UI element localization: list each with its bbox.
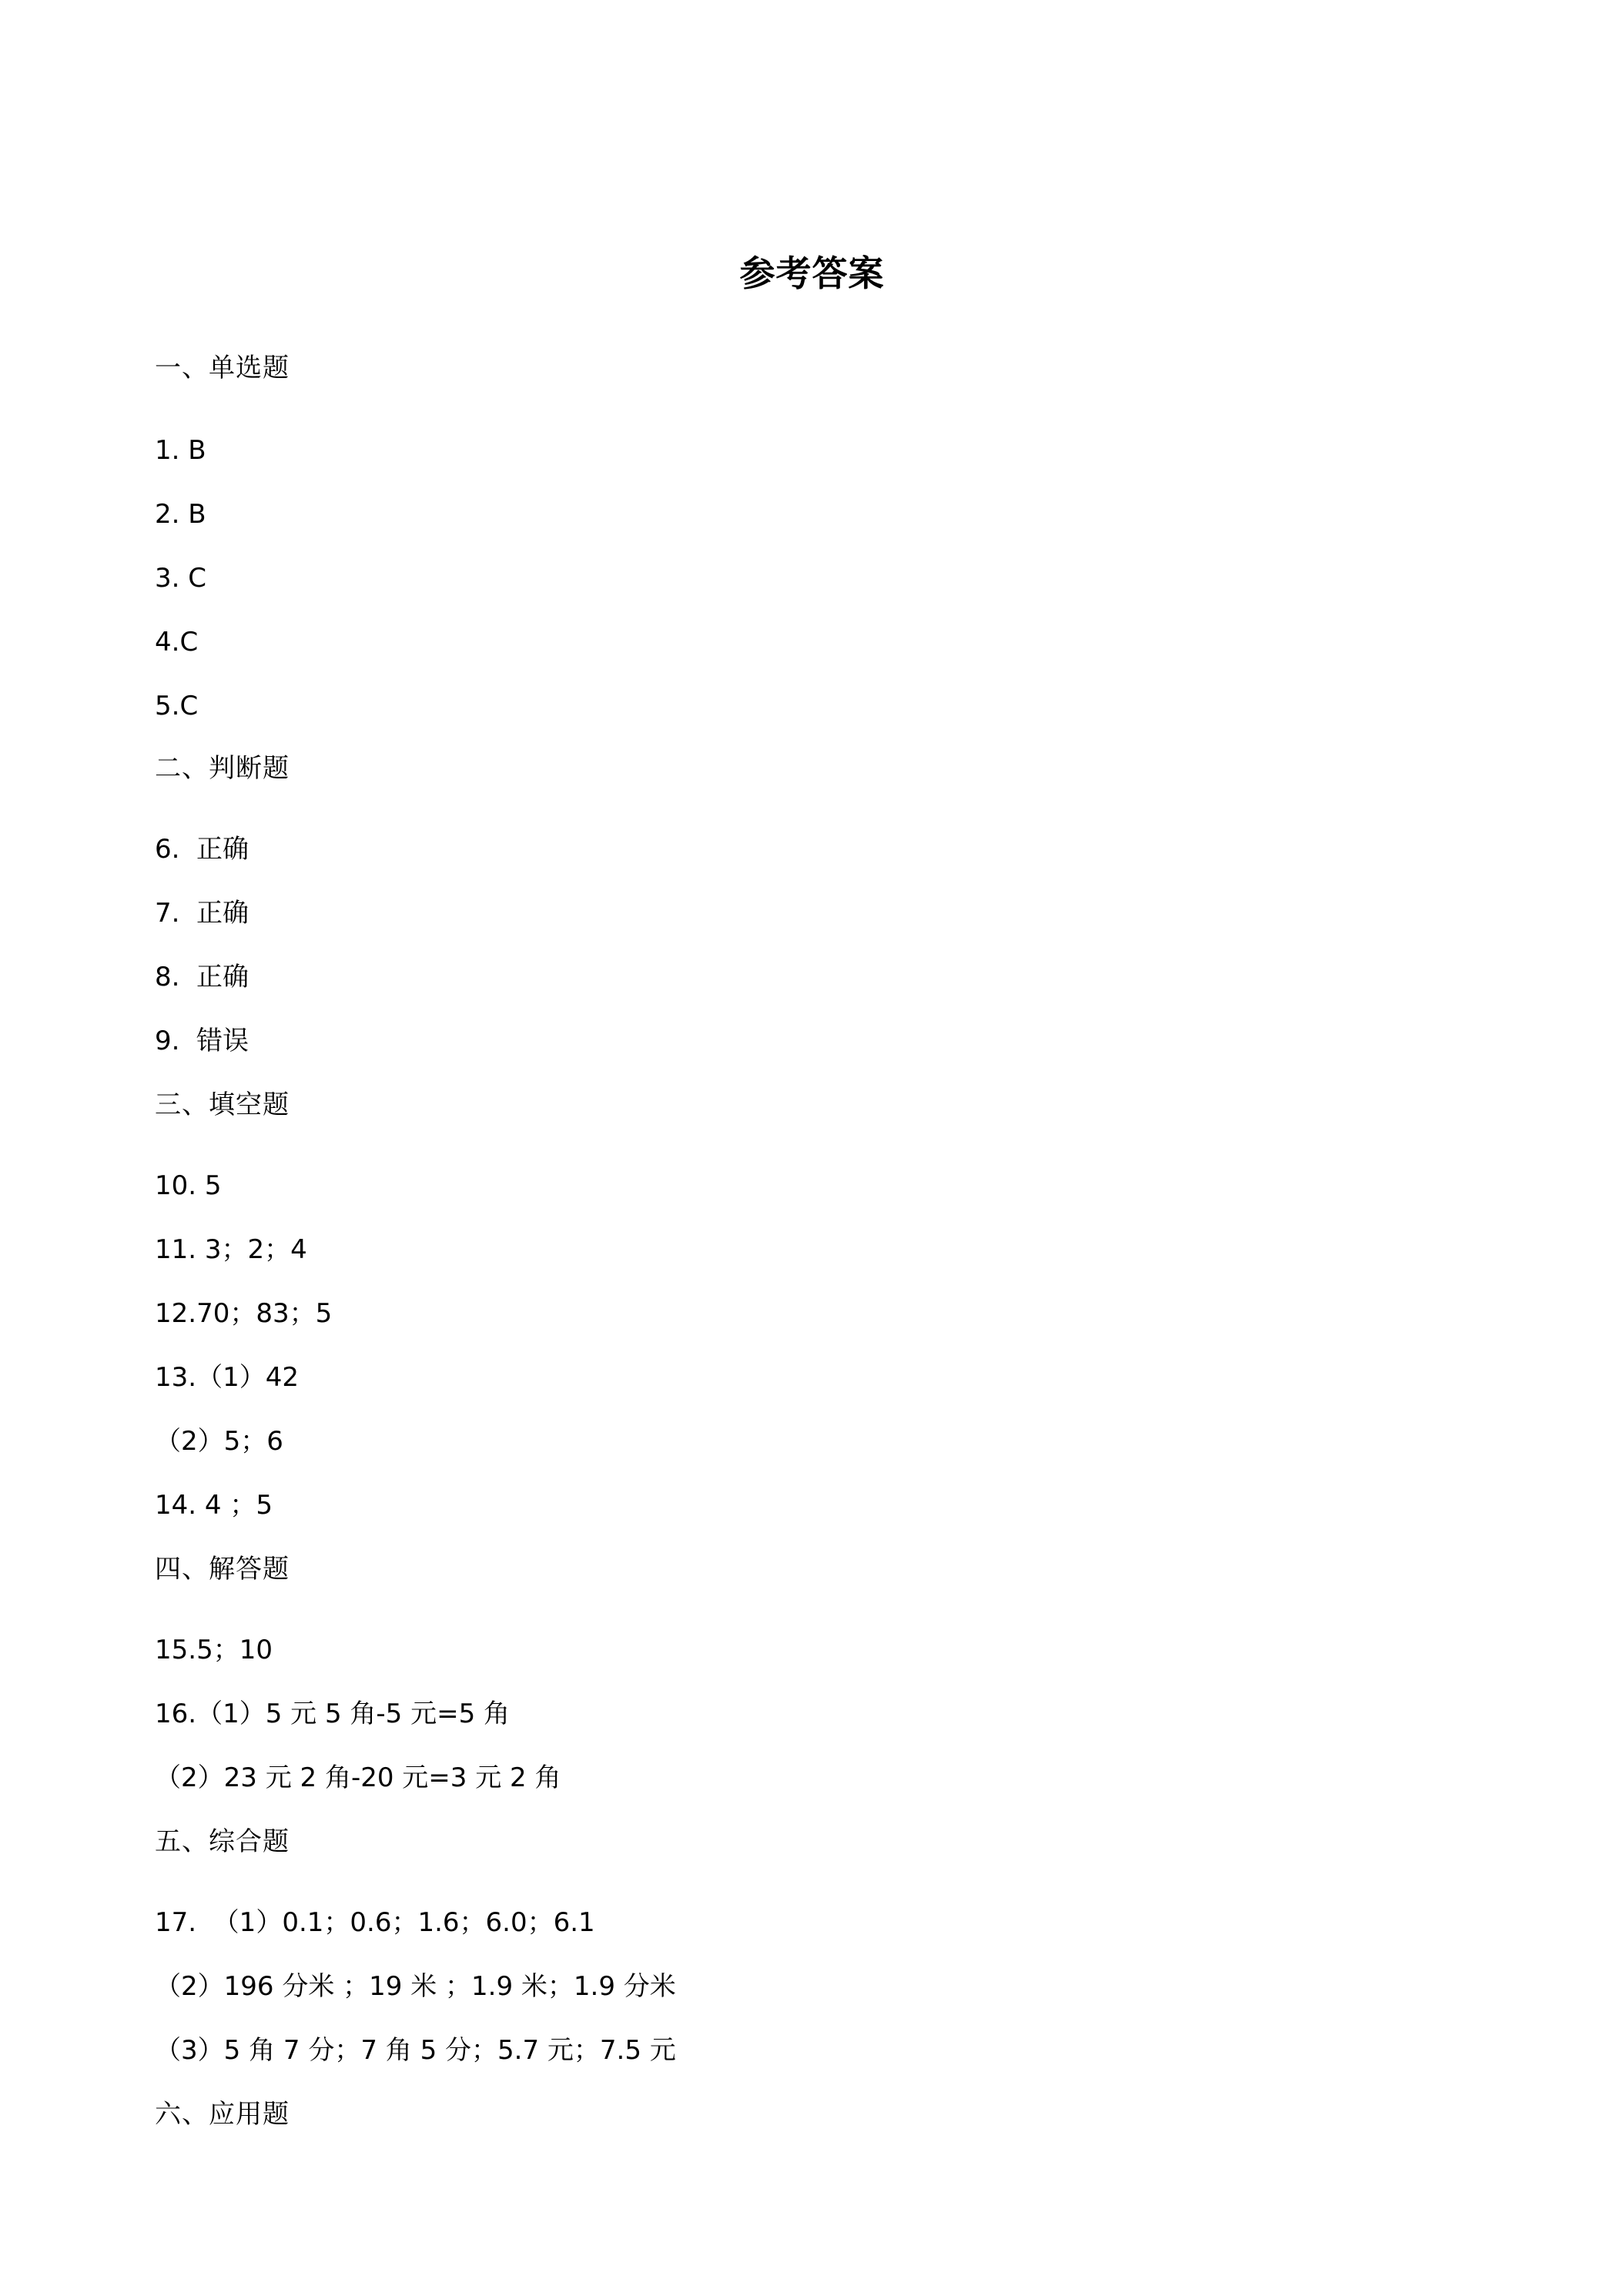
- section-heading-comprehensive: 五、综合题: [155, 1826, 290, 1857]
- section-heading-true-false: 二、判断题: [155, 753, 290, 784]
- answer-line: 17. （1）0.1；0.6；1.6；6.0；6.1: [155, 1907, 595, 1938]
- answer-line: 8. 正确: [155, 962, 249, 992]
- answer-line: 2. B: [155, 499, 206, 530]
- section-heading-solve: 四、解答题: [155, 1554, 290, 1585]
- answer-line: 3. C: [155, 563, 206, 594]
- answer-line: 5.C: [155, 691, 199, 721]
- answer-line: （3）5 角 7 分；7 角 5 分；5.7 元；7.5 元: [155, 2035, 676, 2066]
- answer-line: 15.5；10: [155, 1635, 273, 1665]
- answer-line: 9. 错误: [155, 1026, 249, 1056]
- answer-line: 1. B: [155, 435, 206, 466]
- section-heading-application: 六、应用题: [155, 2099, 290, 2130]
- page-title: 参考答案: [739, 253, 885, 294]
- answer-line: 11. 3；2；4: [155, 1234, 307, 1265]
- answer-line: （2）23 元 2 角-20 元=3 元 2 角: [155, 1762, 561, 1793]
- answer-line: 16.（1）5 元 5 角-5 元=5 角: [155, 1699, 511, 1729]
- answer-line: 6. 正确: [155, 834, 249, 865]
- answer-line: 7. 正确: [155, 898, 249, 929]
- section-heading-single-choice: 一、单选题: [155, 353, 290, 383]
- section-heading-fill-blank: 三、填空题: [155, 1089, 290, 1120]
- answer-line: 4.C: [155, 627, 199, 658]
- answer-line: （2）196 分米 ；19 米 ；1.9 米；1.9 分米: [155, 1971, 676, 2002]
- answer-line: 10. 5: [155, 1170, 222, 1201]
- answer-line: 14. 4 ；5: [155, 1490, 273, 1521]
- answer-line: （2）5；6: [155, 1426, 283, 1457]
- answer-line: 12.70；83；5: [155, 1298, 333, 1329]
- answer-line: 13.（1）42: [155, 1362, 299, 1393]
